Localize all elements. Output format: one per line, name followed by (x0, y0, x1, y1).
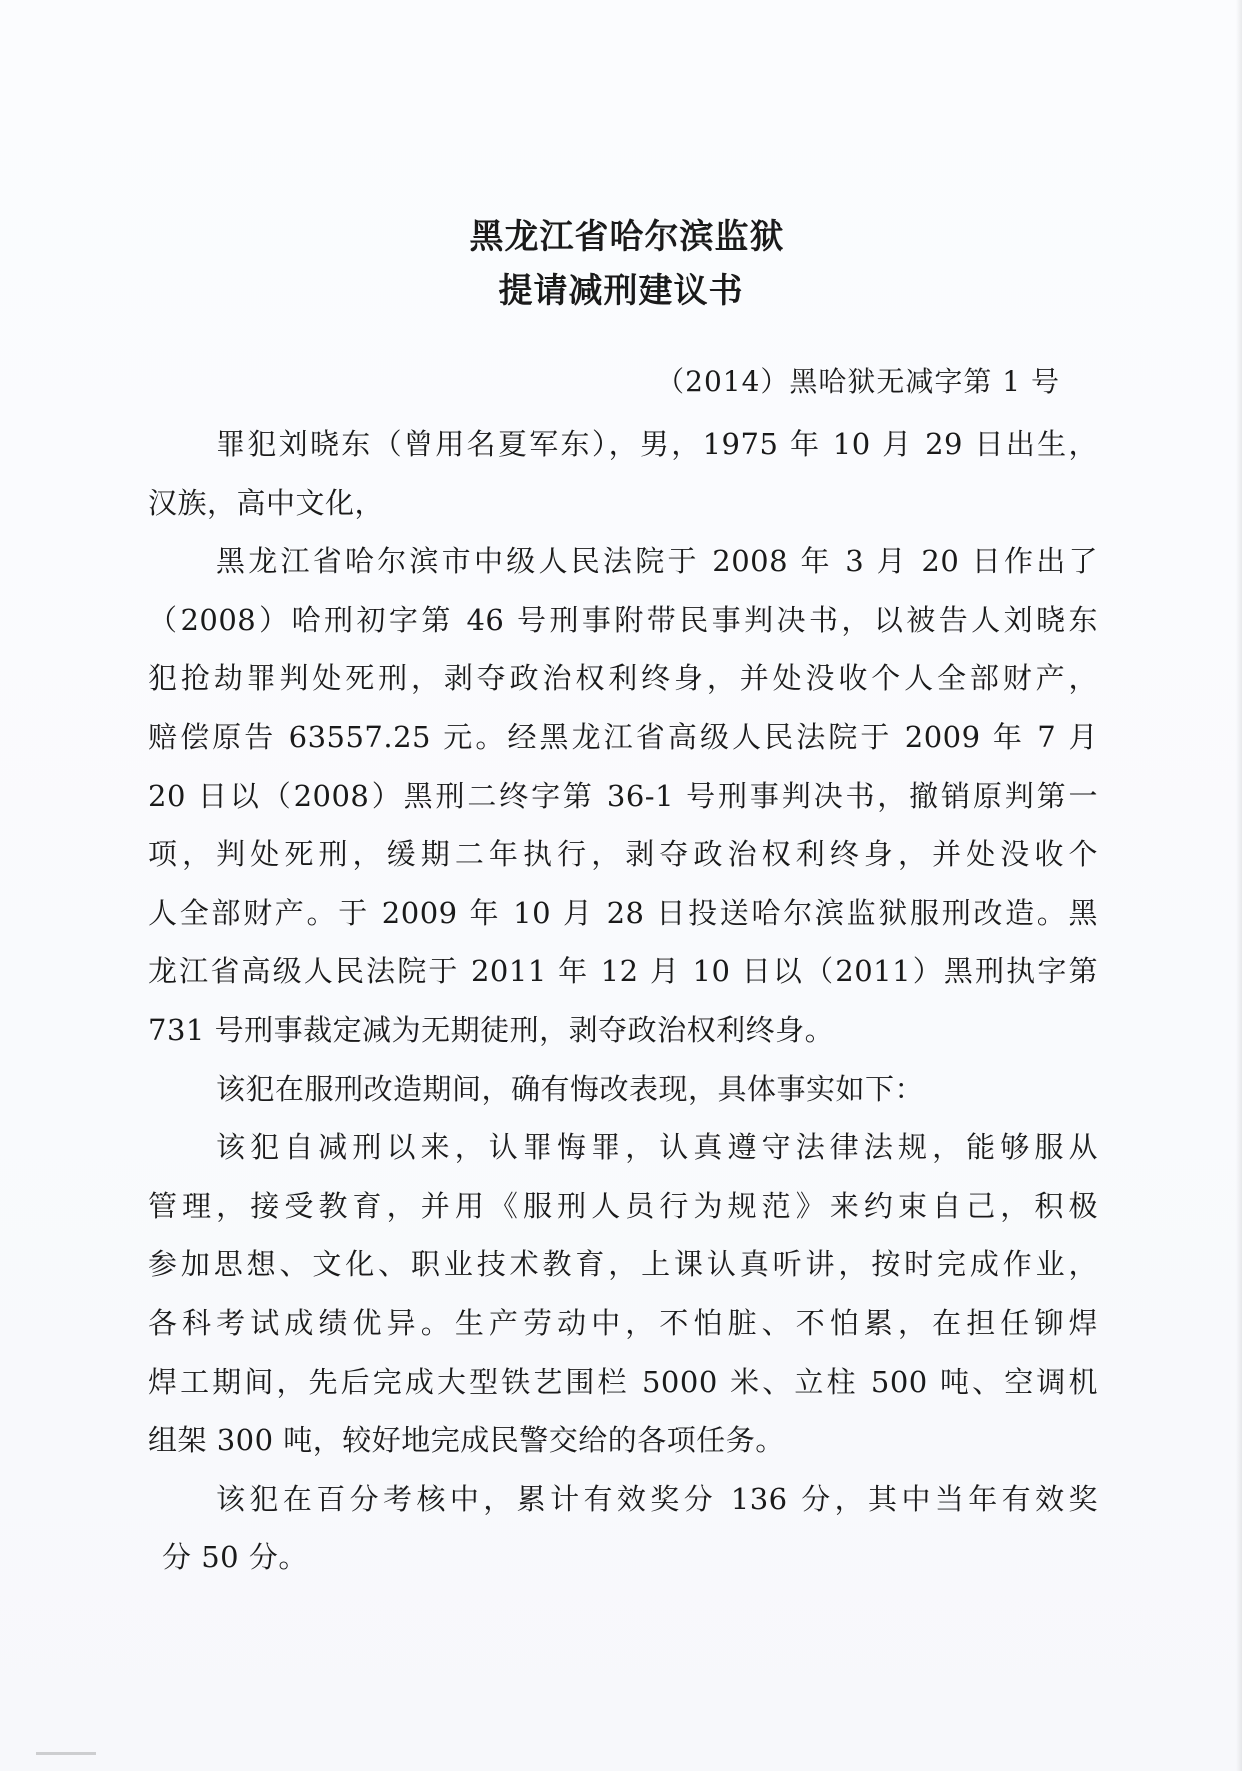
text-line: 汉族，高中文化， (148, 485, 385, 520)
text-line: 焊工期间，先后完成大型铁艺围栏 5000 米、立柱 500 吨、空调机 (148, 1364, 1098, 1399)
text-line: 犯抢劫罪判处死刑，剥夺政治权利终身，并处没收个人全部财产， (148, 661, 1098, 696)
text-line: 731 号刑事裁定减为无期徒刑，剥夺政治权利终身。 (148, 1012, 835, 1047)
scan-edge-mark (36, 1752, 96, 1755)
document-title (0, 210, 1242, 318)
text-line: 该犯自减刑以来，认罪悔罪，认真遵守法律法规，能够服从 (216, 1130, 1098, 1165)
text-line: （2008）哈刑初字第 46 号刑事附带民事判决书，以被告人刘晓东 (148, 602, 1098, 637)
document-number: （2014）黑哈狱无减字第 1 号 (656, 365, 1060, 398)
title-line-1: 黑龙江省哈尔滨监狱 (469, 217, 785, 257)
text-line: 项，判处死刑，缓期二年执行，剥夺政治权利终身，并处没收个 (148, 837, 1098, 872)
text-line: 该犯在百分考核中，累计有效奖分 136 分，其中当年有效奖 (216, 1481, 1098, 1516)
text-line: 人全部财产。于 2009 年 10 月 28 日投送哈尔滨监狱服刑改造。黑 (148, 895, 1098, 930)
text-line: 赔偿原告 63557.25 元。经黑龙江省高级人民法院于 2009 年 7 月 (148, 719, 1098, 754)
title-line-2: 提请减刑建议书 (498, 271, 744, 311)
text-line: 管理，接受教育，并用《服刑人员行为规范》来约束自己，积极 (148, 1188, 1098, 1223)
text-line: 该犯在服刑改造期间，确有悔改表现，具体事实如下： (216, 1071, 925, 1106)
text-line: 龙江省高级人民法院于 2011 年 12 月 10 日以（2011）黑刑执字第 (148, 954, 1098, 989)
text-line: 各科考试成绩优异。生产劳动中，不怕脏、不怕累，在担任铆焊 (148, 1305, 1098, 1340)
text-line: 黑龙江省哈尔滨市中级人民法院于 2008 年 3 月 20 日作出了 (216, 544, 1098, 579)
text-line: 组架 300 吨，较好地完成民警交给的各项任务。 (148, 1423, 785, 1458)
text-line: 分 50 分。 (162, 1540, 308, 1575)
text-line: 20 日以（2008）黑刑二终字第 36-1 号刑事判决书，撤销原判第一 (148, 778, 1098, 813)
text-line: 参加思想、文化、职业技术教育，上课认真听讲，按时完成作业， (148, 1247, 1098, 1282)
text-line: 罪犯刘晓东（曾用名夏军东），男，1975 年 10 月 29 日出生， (216, 427, 1098, 461)
document-body (148, 415, 1098, 1587)
